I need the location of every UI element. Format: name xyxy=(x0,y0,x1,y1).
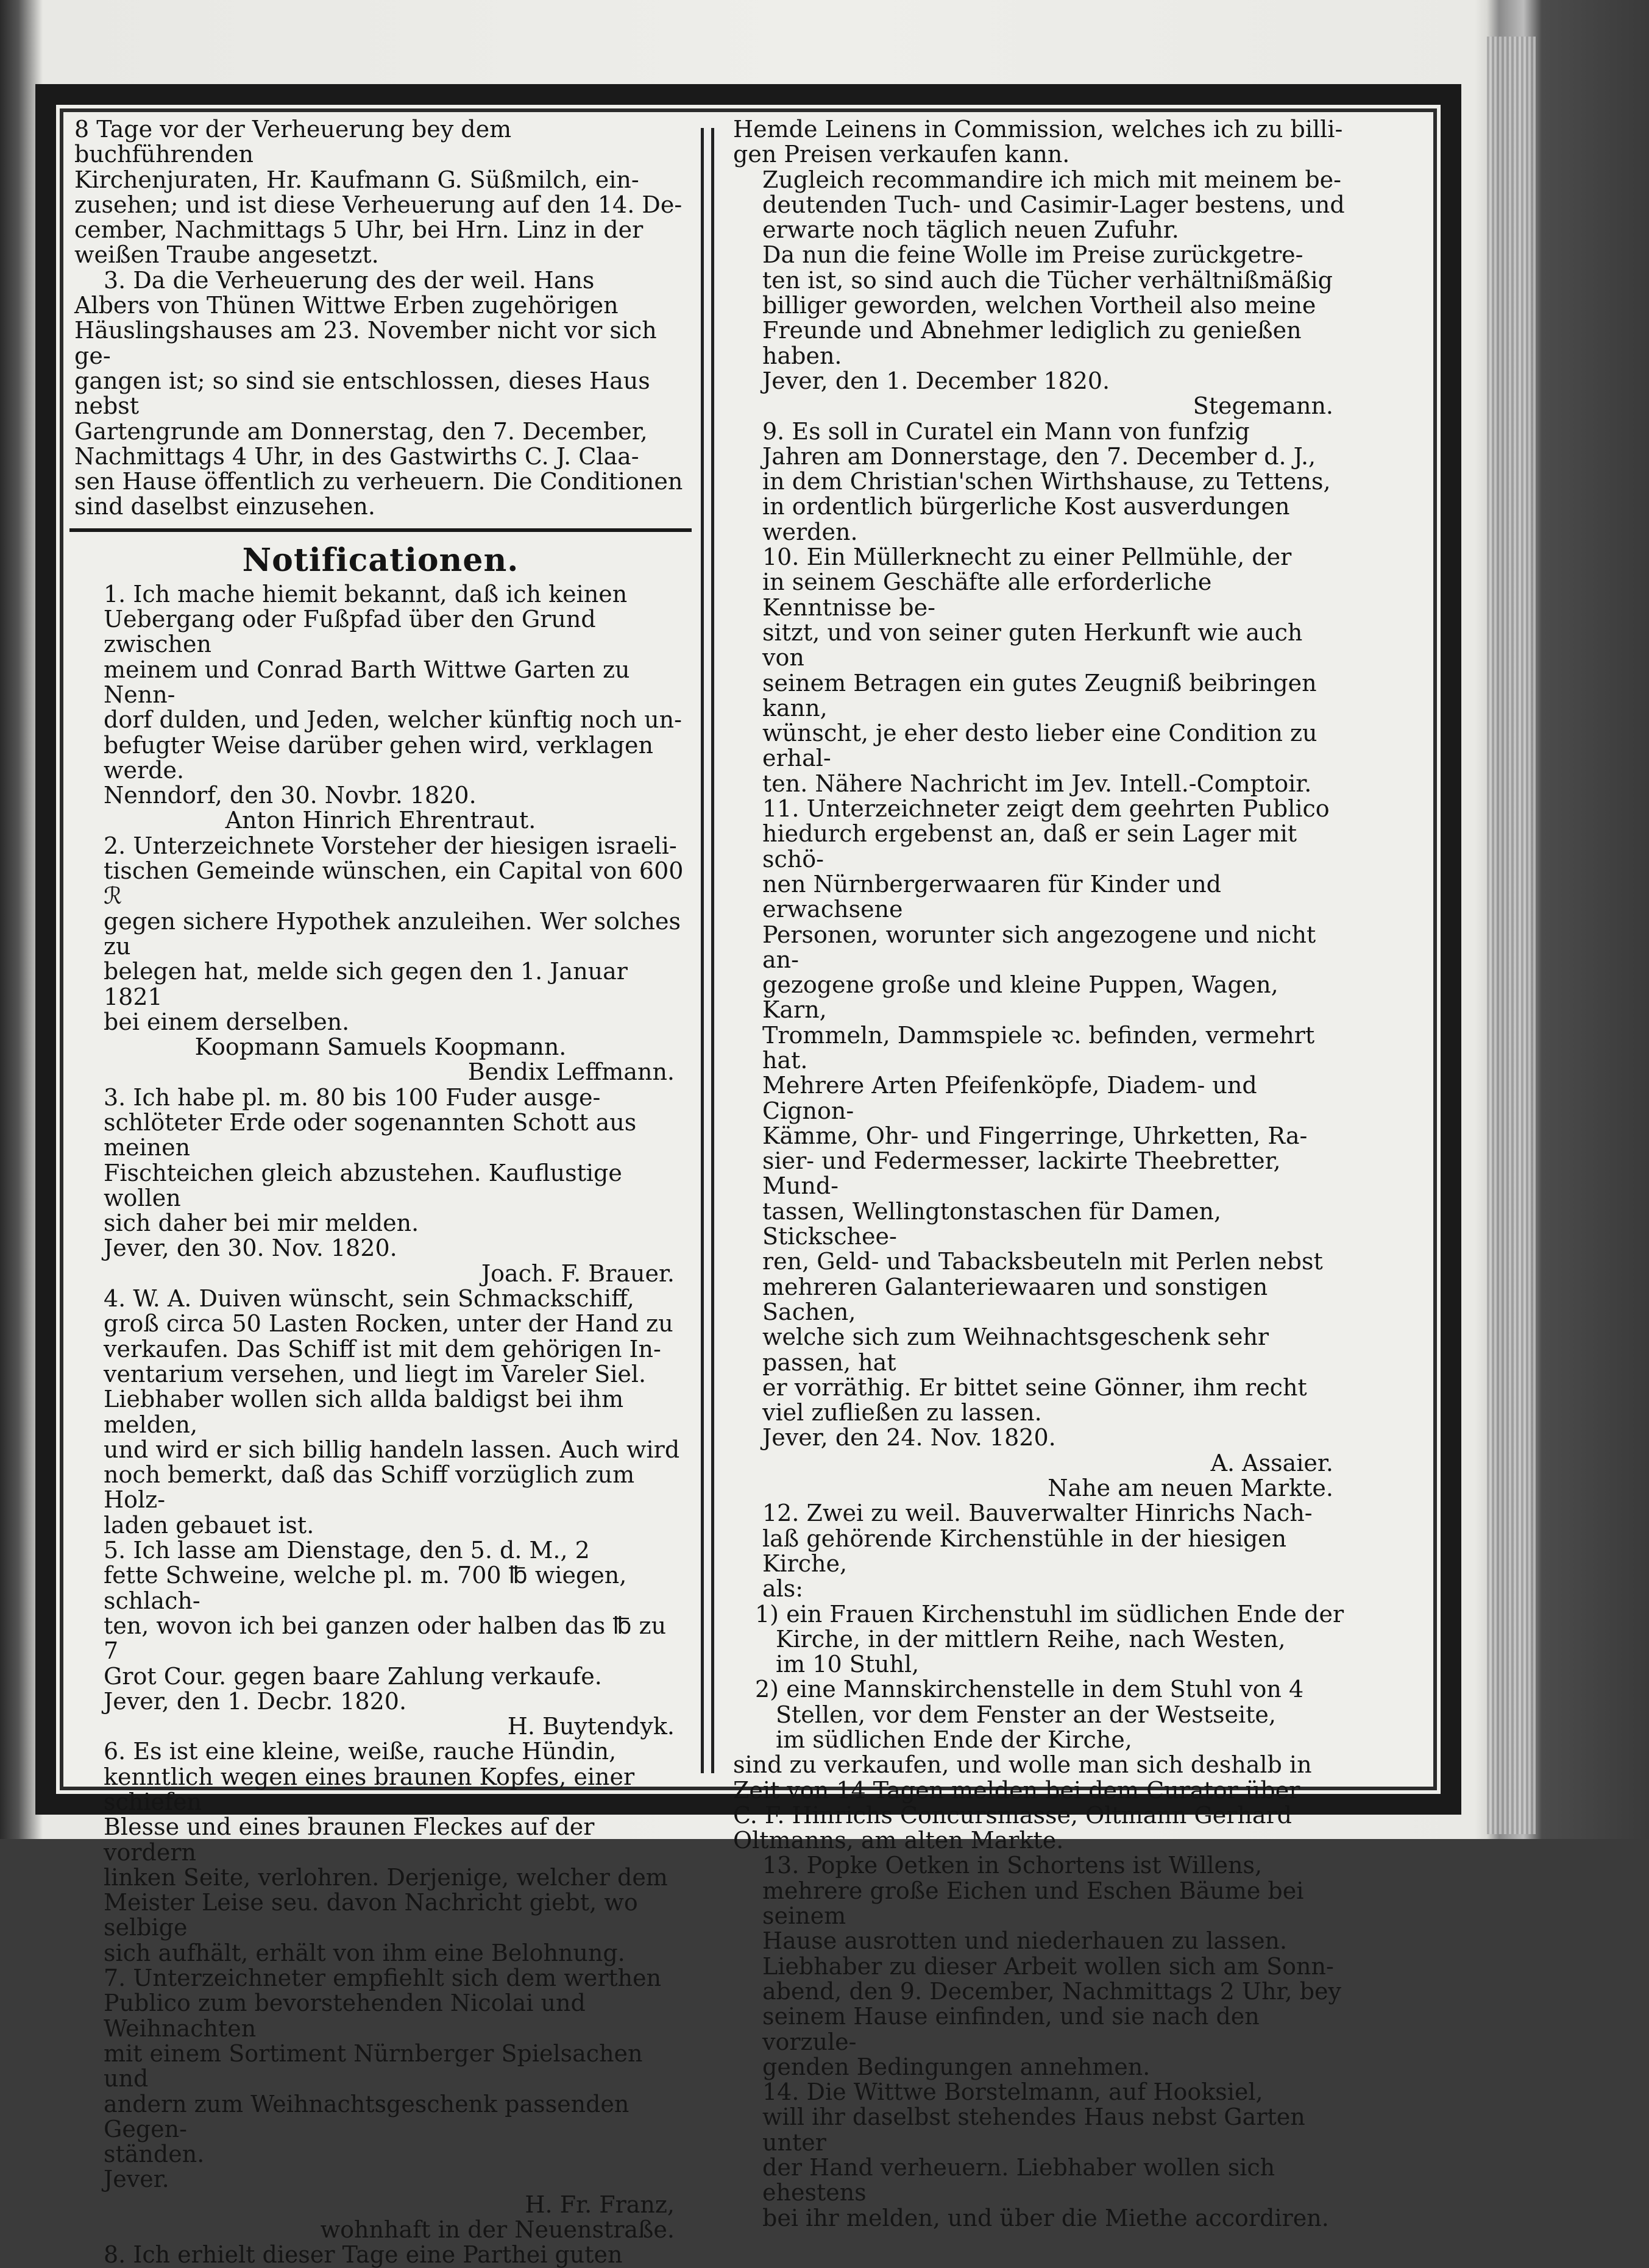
notice-8-continued: Hemde Leinens in Commission, welches ich zu billi- gen Preisen verkaufen kann. xyxy=(733,116,1343,168)
notice-5-signature: H. Buytendyk. xyxy=(507,1713,675,1740)
notice-7-place: Jever. xyxy=(104,2166,169,2193)
notice-8-text-2: Zugleich recommandire ich mich mit meinem be- deutenden Tuch- und Casimir-Lager bestens, und erwarte noch täglich neuen Zufuhr. xyxy=(762,166,1345,244)
notice-12-item-2: 2) eine Mannskirchenstelle in dem Stuhl von 4 xyxy=(755,1676,1304,1703)
item3-line: gangen ist; so sind sie entschlossen, dieses Haus nebst xyxy=(74,367,650,420)
notice-12-text-2: sind zu verkaufen, und wolle man sich deshalb in Zeit von 14 Tagen melden bei dem Curator über C. F. Hinrichs Concursmasse, Oltmann Gerhard Oltmanns, am alten Markte. xyxy=(733,1751,1312,1854)
item3-line: Gartengrunde am Donnerstag, den 7. December, xyxy=(74,417,648,445)
item3-line: sen Hause öffentlich zu verheuern. Die Conditionen xyxy=(74,468,683,495)
notice-12-item-1-cont: Kirche, in der mittlern Reihe, nach Westen, im 10 Stuhl, xyxy=(776,1625,1286,1678)
intro-line: Kirchenjuraten, Hr. Kaufmann G. Süßmilch, ein- xyxy=(74,166,639,193)
notice-7-address: wohnhaft in der Neuenstraße. xyxy=(320,2216,675,2244)
notice-1-signature: Anton Hinrich Ehrentraut. xyxy=(225,807,536,834)
notice-6-text: 6. Es ist eine kleine, weiße, rauche Hündin, kenntlich wegen eines braunen Kopfes, einer schiefen Blesse und eines braunen Fleckes auf der vordern linken Seite, verlohren. Derjenige, welcher dem Meister Leise seu. davon Nachricht giebt, wo selbige sich aufhält, erhält von ihm eine Belohnung. xyxy=(104,1738,668,1966)
section-rule xyxy=(69,528,692,532)
notice-2-signature-2: Bendix Leffmann. xyxy=(467,1058,675,1086)
notice-11-text: 11. Unterzeichneter zeigt dem geehrten Publico hiedurch ergebenst an, daß er sein Lager mit schö- nen Nürnbergerwaaren für Kinder und erwachsene Personen, worunter sich angezogene und nicht an- gezogene große und kleine Puppen, Wagen, Karn, Trommeln, Dammspiele ꝛc. befinden, vermehrt hat. Mehrere Arten Pfeifenköpfe, Diadem- und Cignon- Kämme, Ohr- und Fingerringe, Uhrketten, Ra- sier- und Federmesser, lackirte Theebretter, Mund- tassen, Wellingtonstaschen für Damen, Stickschee- ren, Geld- und Tabacksbeuteln mit Perlen nebst mehreren Galanteriewaaren und sonstigen Sachen, welche sich zum Weihnachtsgeschenk sehr passen, hat er vorräthig. Er bittet seine Gönner, ihm recht viel zufließen zu lassen. xyxy=(762,795,1330,1426)
notice-13-text-2: Liebhaber zu dieser Arbeit wollen sich am Sonn- abend, den 9. December, Nachmittags 2 Uhr, bey seinem Hause einfinden, und sie nach den vorzule- genden Bedingungen annehmen. xyxy=(762,1952,1341,2080)
notice-8-place-date: Jever, den 1. December 1820. xyxy=(762,367,1110,394)
notice-7-text: 7. Unterzeichneter empfiehlt sich dem werthen Publico zum bevorstehenden Nicolai und Weihnachten mit einem Sortiment Nürnberger Spielsachen und andern zum Weihnachtsgeschenk passenden Gegen- ständen. xyxy=(104,1965,662,2168)
intro-line: 8 Tage vor der Verheuerung bey dem buchführenden xyxy=(74,116,512,168)
notice-5-place-date: Jever, den 1. Decbr. 1820. xyxy=(104,1687,407,1715)
notice-5-text: 5. Ich lasse am Dienstage, den 5. d. M., 2 fette Schweine, welche pl. m. 700 ℔ wiegen, schlach- ten, wovon ich bei ganzen oder halben das ℔ zu 7 Grot Cour. gegen baare Zahlung verkaufe. xyxy=(104,1537,667,1690)
notice-13-text: 13. Popke Oetken in Schortens ist Willens, mehrere große Eichen und Eschen Bäume bei seinem Hause ausrotten und niederhauen zu lassen. xyxy=(762,1852,1304,1955)
item3-line: Nachmittags 4 Uhr, in des Gastwirths C. J. Claa- xyxy=(74,442,639,470)
notice-7-signature: H. Fr. Franz, xyxy=(525,2191,675,2218)
notice-12-text: 12. Zwei zu weil. Bauverwalter Hinrichs Nach- laß gehörende Kirchenstühle in der hiesigen Kirche, als: xyxy=(762,1500,1313,1603)
notice-11-signature: A. Assaier. xyxy=(1210,1449,1333,1476)
page-edge-stack xyxy=(1487,37,1536,1834)
notice-3-place-date: Jever, den 30. Nov. 1820. xyxy=(104,1235,397,1262)
column-divider xyxy=(701,128,714,1773)
intro-line: weißen Traube angesetzt. xyxy=(74,241,379,269)
notice-11-place-date: Jever, den 24. Nov. 1820. xyxy=(762,1424,1056,1451)
notice-2-signature-1: Koopmann Samuels Koopmann. xyxy=(194,1033,567,1061)
item3-line: sind daselbst einzusehen. xyxy=(74,493,375,520)
notice-1-place-date: Nenndorf, den 30. Novbr. 1820. xyxy=(104,782,477,809)
notice-12-item-1: 1) ein Frauen Kirchenstuhl im südlichen Ende der xyxy=(755,1600,1344,1628)
left-column xyxy=(74,117,687,2268)
notice-11-address: Nahe am neuen Markte. xyxy=(1048,1475,1333,1502)
notice-4-text: 4. W. A. Duiven wünscht, sein Schmackschiff, groß circa 50 Lasten Rocken, unter der Hand zu verkaufen. Das Schiff ist mit dem gehörigen In- ventarium versehen, und liegt im Vareler Siel. Liebhaber wollen sich allda baldigst bei ihm melden, und wird er sich billig handeln lassen. Auch wird noch bemerkt, daß das Schiff vorzüglich zum Holz- laden gebauet ist. xyxy=(104,1285,680,1539)
item3-line: 3. Da die Verheuerung des der weil. Hans xyxy=(104,266,595,294)
intro-line: cember, Nachmittags 5 Uhr, bei Hrn. Linz in der xyxy=(74,216,644,244)
notice-10-text: 10. Ein Müllerknecht zu einer Pellmühle, der in seinem Geschäfte alle erforderliche Kenntnisse be- sitzt, und von seiner guten Herkunft wie auch von seinem Betragen ein gutes Zeugniß beibringen kann, wünscht, je eher desto lieber eine Condition zu erhal- ten. Nähere Nachricht im Jev. Intell.-Comptoir. xyxy=(762,544,1317,797)
notice-9-text: 9. Es soll in Curatel ein Mann von funfzig Jahren am Donnerstage, den 7. December d. J., in dem Christian'schen Wirthshause, zu Tettens, in ordentlich bürgerliche Kost ausverdungen werden. xyxy=(762,417,1331,545)
section-heading: Notificationen. xyxy=(242,541,519,579)
notice-8-signature: Stegemann. xyxy=(1193,392,1333,420)
notice-3-text: 3. Ich habe pl. m. 80 bis 100 Fuder ausge- schlöteter Erde oder sogenannten Schott aus meinen Fischteichen gleich abzustehen. Kauflustige wollen sich daher bei mir melden. xyxy=(104,1083,637,1237)
notice-3-signature: Joach. F. Brauer. xyxy=(481,1260,675,1287)
right-column xyxy=(733,117,1346,2231)
item3-line: Häuslingshauses am 23. November nicht vor sich ge- xyxy=(74,317,657,369)
item3-line: Albers von Thünen Wittwe Erben zugehörigen xyxy=(74,292,619,319)
notice-2-text: 2. Unterzeichnete Vorsteher der hiesigen israeli- tischen Gemeinde wünschen, ein Capital von 600 ℛ gegen sichere Hypothek anzuleihen. Wer solches zu belegen hat, melde sich gegen den 1. Januar 1821 bei einem derselben. xyxy=(104,832,684,1035)
notice-1-text: 1. Ich mache hiemit bekannt, daß ich keinen Uebergang oder Fußpfad über den Grund zwischen meinem und Conrad Barth Wittwe Garten zu Nenn- dorf dulden, und Jeden, welcher künftig noch un- befugter Weise darüber gehen wird, verklagen werde. xyxy=(104,580,682,784)
notice-8-text-3: Da nun die feine Wolle im Preise zurückgetre- ten ist, so sind auch die Tücher verhältnißmäßig billiger geworden, welchen Vortheil also meine Freunde und Abnehmer lediglich zu genießen haben. xyxy=(762,241,1333,369)
notice-8-start: 8. Ich erhielt dieser Tage eine Parthei guten xyxy=(104,2241,623,2268)
notice-14-text: 14. Die Wittwe Borstelmann, auf Hooksiel, will ihr daselbst stehendes Haus nebst Garten unter der Hand verheuern. Liebhaber wollen sich ehestens bei ihr melden, und über die Miethe accordiren. xyxy=(762,2078,1329,2231)
notice-12-item-2-cont: Stellen, vor dem Fenster an der Westseite, im südlichen Ende der Kirche, xyxy=(776,1701,1276,1753)
intro-line: zusehen; und ist diese Verheuerung auf den 14. De- xyxy=(74,191,683,218)
